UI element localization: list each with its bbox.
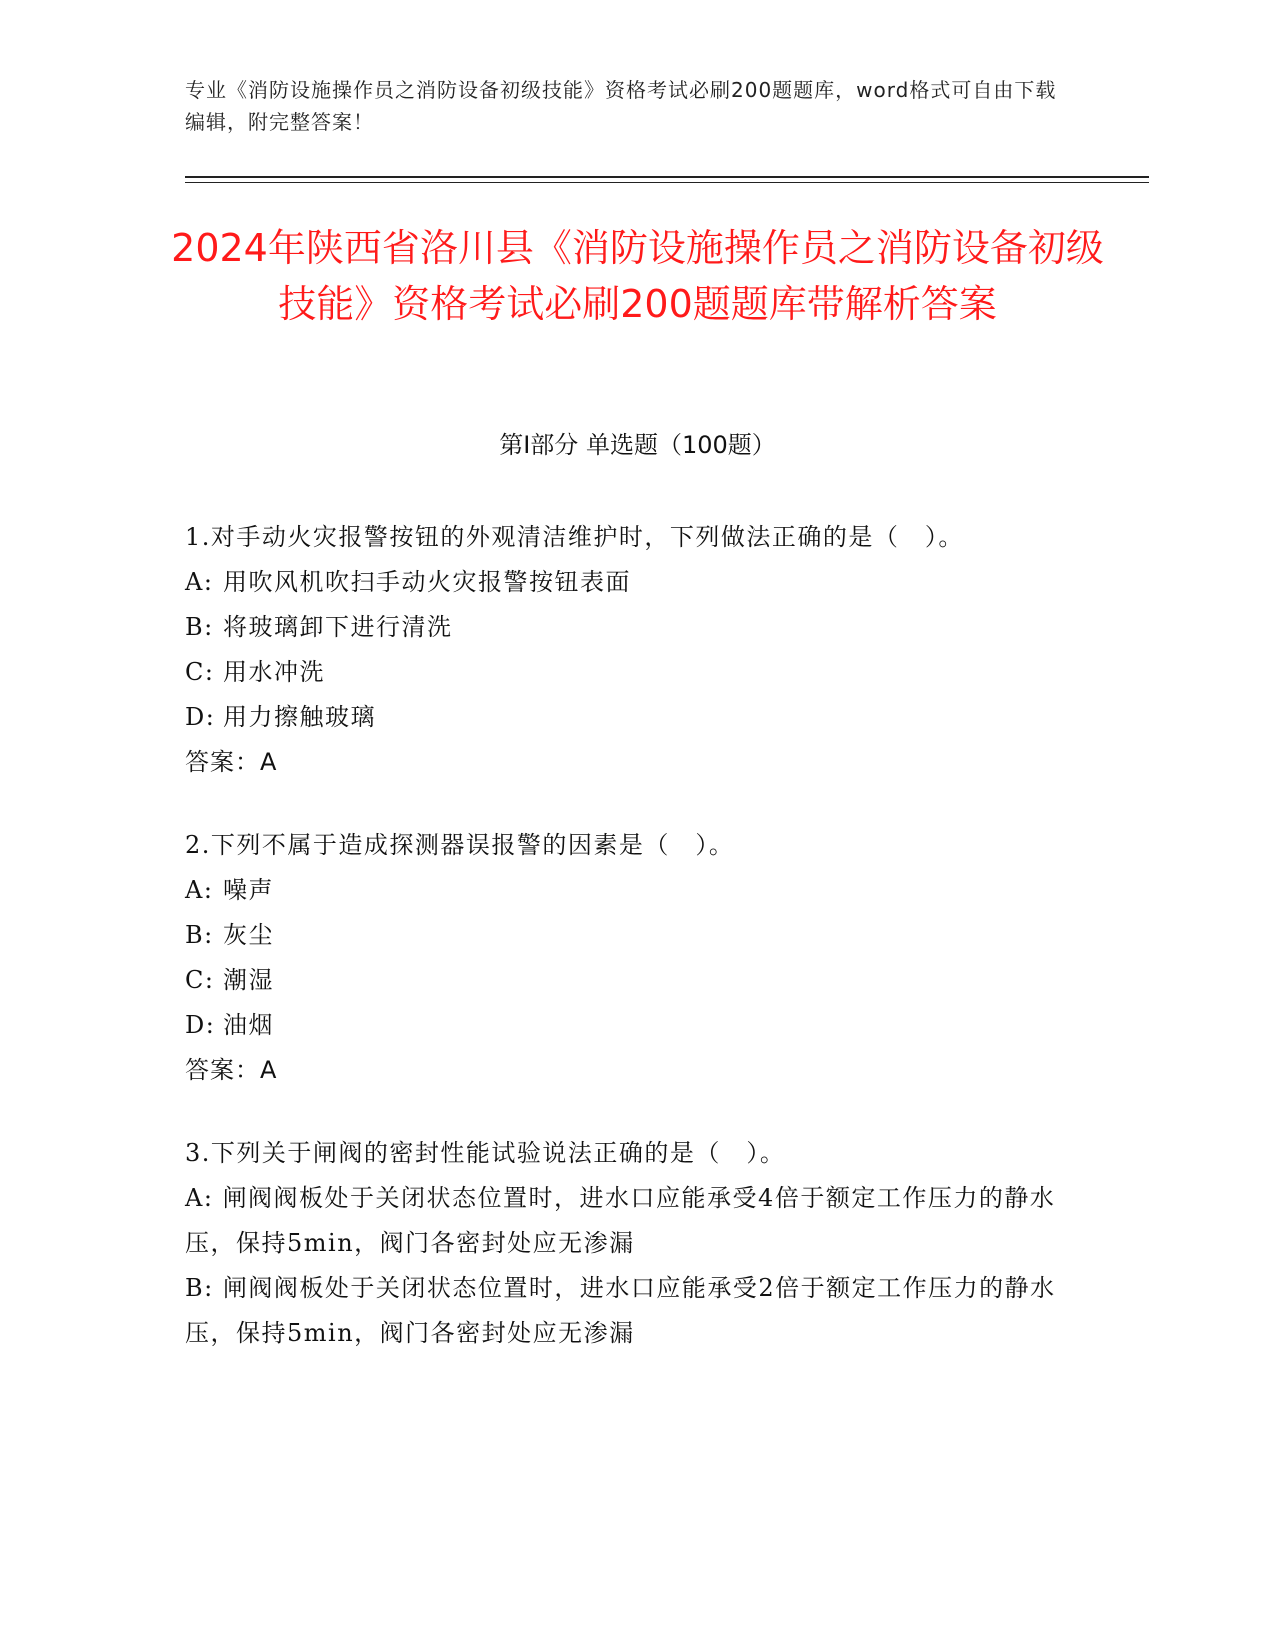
question-stem: 2.下列不属于造成探测器误报警的因素是（ ）。 [185, 831, 735, 859]
option-key: B: [185, 921, 214, 949]
option-text: 用吹风机吹扫手动火灾报警按钮表面 [223, 568, 631, 596]
option-key: A: [185, 568, 214, 596]
option-a [185, 868, 1065, 913]
option-text: 将玻璃卸下进行清洗 [223, 613, 453, 641]
option-a [185, 1176, 1065, 1266]
question-2 [185, 823, 1065, 1093]
option-key: B: [185, 613, 214, 641]
option-text: 潮湿 [223, 966, 274, 994]
question-3 [185, 1131, 1065, 1356]
question-stem: 1.对手动火灾报警按钮的外观清洁维护时，下列做法正确的是（ ）。 [185, 523, 964, 551]
option-b [185, 605, 1065, 650]
option-c [185, 650, 1065, 695]
option-d [185, 1003, 1065, 1048]
header-divider-thin [185, 182, 1149, 183]
option-key: C: [185, 658, 215, 686]
answer: 答案：A [185, 748, 278, 776]
option-text: 闸阀阀板处于关闭状态位置时，进水口应能承受4倍于额定工作压力的静水压，保持5min，阀门各密封处应无渗漏 [185, 1184, 1056, 1257]
question-list [185, 515, 1065, 1394]
option-text: 灰尘 [223, 921, 274, 949]
option-b [185, 1266, 1065, 1356]
option-b [185, 913, 1065, 958]
option-key: A: [185, 1184, 214, 1212]
option-key: B: [185, 1274, 214, 1302]
option-key: A: [185, 876, 214, 904]
option-text: 噪声 [223, 876, 274, 904]
header-divider-thick [185, 176, 1149, 178]
option-key: C: [185, 966, 215, 994]
question-stem: 3.下列关于闸阀的密封性能试验说法正确的是（ ）。 [185, 1139, 786, 1167]
header-note: 专业《消防设施操作员之消防设备初级技能》资格考试必刷200题题库，word格式可自由下载编辑，附完整答案！ [185, 78, 1057, 134]
question-1 [185, 515, 1065, 785]
option-text: 用水冲洗 [223, 658, 325, 686]
document-title: 2024年陕西省洛川县《消防设施操作员之消防设备初级技能》资格考试必刷200题题库带解析答案 [171, 226, 1104, 326]
option-key: D: [185, 1011, 216, 1039]
option-a [185, 560, 1065, 605]
option-c [185, 958, 1065, 1003]
option-text: 闸阀阀板处于关闭状态位置时，进水口应能承受2倍于额定工作压力的静水压，保持5min，阀门各密封处应无渗漏 [185, 1274, 1056, 1347]
section-heading: 第I部分 单选题（100题） [499, 431, 776, 459]
option-text: 油烟 [223, 1011, 274, 1039]
answer: 答案：A [185, 1056, 278, 1084]
option-key: D: [185, 703, 216, 731]
option-text: 用力擦触玻璃 [223, 703, 376, 731]
option-d [185, 695, 1065, 740]
